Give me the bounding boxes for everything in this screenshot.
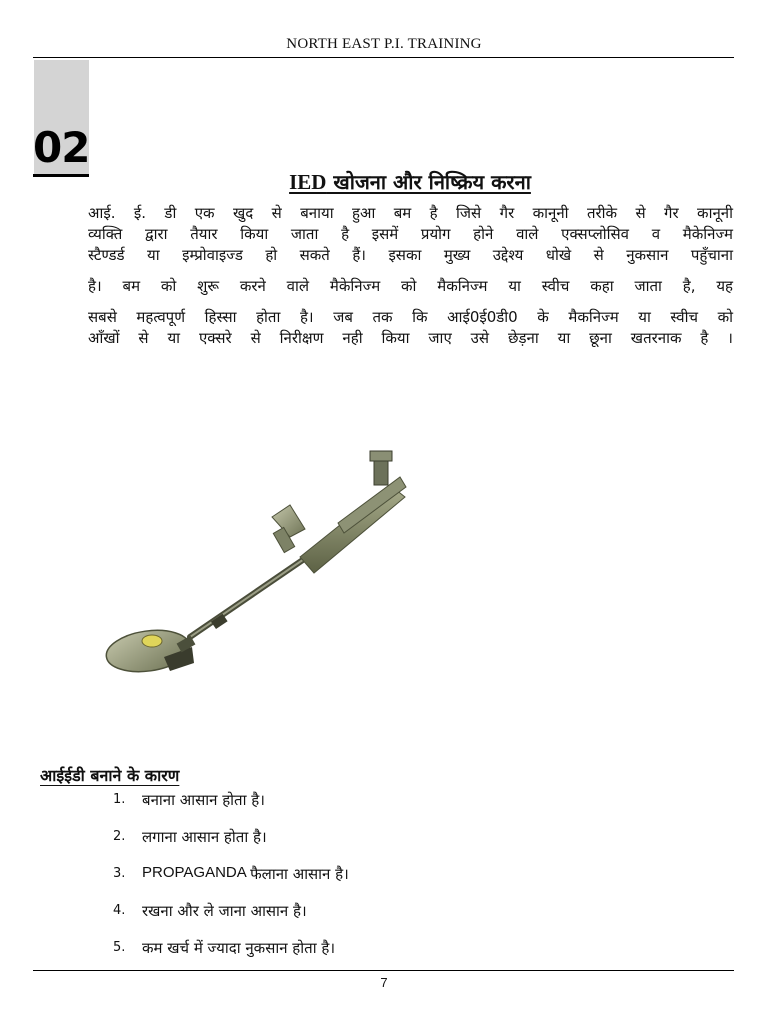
reasons-heading: आईईडी बनाने के कारण	[40, 766, 180, 785]
section-title	[0, 168, 768, 195]
list-item	[113, 864, 349, 901]
paragraph-line: स्टैण्डर्ड या इम्प्रोवाइज्ड हो सकते हैं। इसका मुख्य उद्देश्य धोखे से नुकसान पहुँचाना	[88, 246, 733, 264]
footer-rule	[33, 970, 734, 971]
page-number: 7	[380, 975, 388, 990]
paragraph-line: है। बम को शुरू करने वाले मैकेनिज्म को मैकनिज्म या स्वीच कहा जाता है, यह	[88, 277, 733, 295]
list-text: रखना और ले जाना आसान है।	[142, 902, 307, 920]
list-item	[113, 790, 349, 827]
section-title-prefix: IED	[289, 170, 327, 194]
list-item	[113, 901, 349, 938]
list-latin-text: PROPAGANDA	[142, 864, 251, 881]
chapter-number: 02	[33, 122, 89, 177]
list-text: फैलाना आसान है।	[250, 865, 349, 883]
section-title-text: खोजना और निष्क्रिय करना	[326, 170, 531, 194]
paragraph-line: व्यक्ति द्वारा तैयार किया जाता है इसमें प्रयोग होने वाले एक्सप्लोसिव व मैकेनिज्म	[88, 225, 733, 243]
list-text: लगाना आसान होता है।	[142, 828, 267, 846]
list-number: 5.	[113, 940, 126, 955]
reasons-list	[113, 790, 349, 975]
list-number: 2.	[113, 829, 126, 844]
metal-detector-image	[100, 425, 440, 695]
list-text: कम खर्च में ज्यादा नुकसान होता है।	[142, 939, 336, 957]
intro-paragraph	[88, 203, 733, 349]
paragraph-line: आँखों से या एक्सरे से निरीक्षण नही किया जाए उसे छेड़ना या छूना खतरनाक है ।	[88, 329, 733, 347]
list-text: बनाना आसान होता है।	[142, 791, 265, 809]
paragraph-line: आई. ई. डी एक खुद से बनाया हुआ बम है जिसे गैर कानूनी तरीके से गैर कानूनी	[88, 204, 733, 222]
running-header: NORTH EAST P.I. TRAINING	[286, 36, 482, 52]
list-item	[113, 827, 349, 864]
list-number: 4.	[113, 903, 126, 918]
paragraph-line: सबसे महत्वपूर्ण हिस्सा होता है। जब तक कि आई0ई0डी0 के मैकनिज्म या स्वीच को	[88, 308, 733, 326]
header-rule	[33, 57, 734, 58]
list-number: 1.	[113, 792, 126, 807]
list-number: 3.	[113, 866, 126, 881]
